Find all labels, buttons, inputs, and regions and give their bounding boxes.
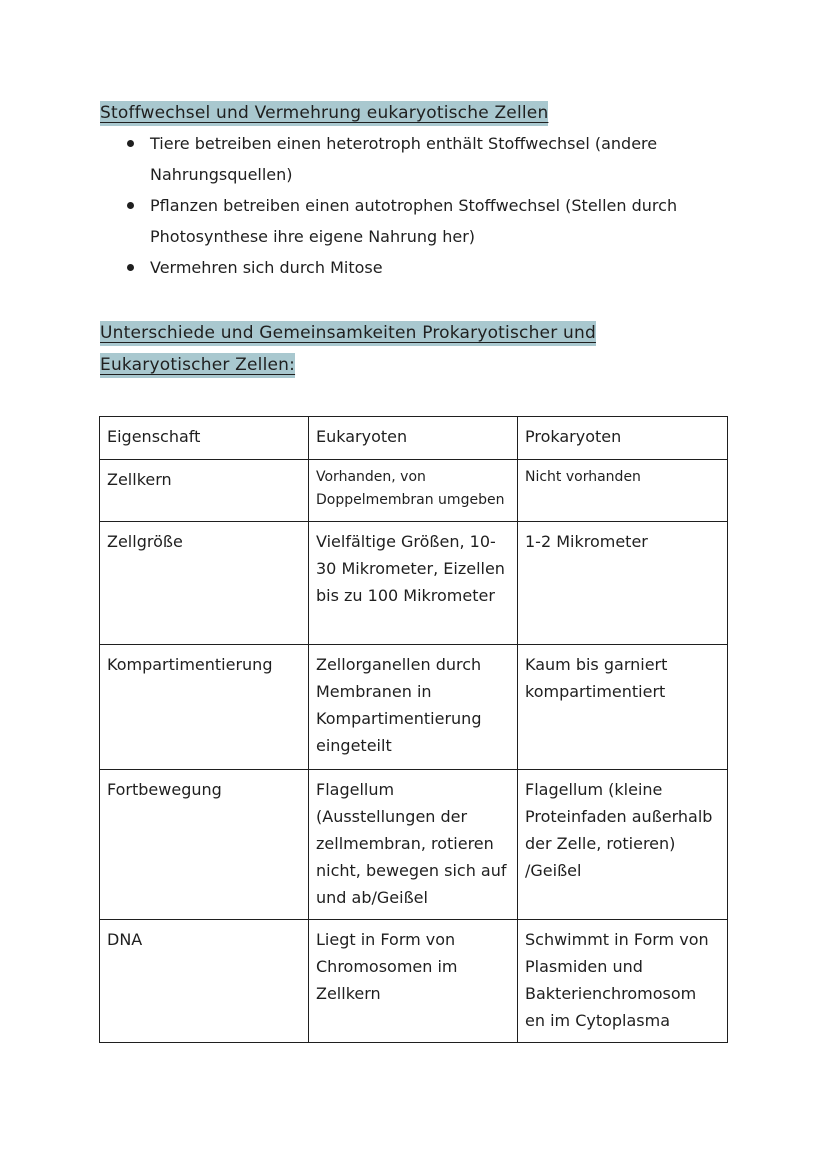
table-cell: Kompartimentierung: [100, 645, 309, 770]
section-heading-metabolism: [100, 97, 548, 129]
table-cell: Flagellum (kleine Proteinfaden außerhalb der Zelle, rotieren) /Geißel: [518, 770, 728, 920]
list-item-text: Pflanzen betreiben einen autotrophen Stoffwechsel (Stellen durch Photosynthese ihre eigene Nahrung her): [150, 196, 678, 246]
table-cell: Zellorganellen durch Membranen in Kompartimentierung eingeteilt: [309, 645, 518, 770]
bullet-icon: [127, 264, 134, 271]
comparison-table: [99, 416, 728, 1043]
table-row: [100, 522, 728, 645]
bullet-icon: [127, 202, 134, 209]
table-cell: Vielfältige Größen, 10-30 Mikrometer, Eizellen bis zu 100 Mikrometer: [309, 522, 518, 645]
bullet-list: [124, 128, 724, 283]
table-cell: Nicht vorhanden: [518, 460, 728, 522]
table-cell: Zellkern: [100, 460, 309, 522]
table-cell: DNA: [100, 920, 309, 1043]
table-cell: Schwimmt in Form von Plasmiden und Bakterienchromosom en im Cytoplasma: [518, 920, 728, 1043]
table-row: [100, 645, 728, 770]
header-cell: Eukaryoten: [309, 417, 518, 460]
table-cell: Kaum bis garniert kompartimentiert: [518, 645, 728, 770]
heading-text: Stoffwechsel und Vermehrung eukaryotische Zellen: [100, 101, 548, 126]
table-cell: Zellgröße: [100, 522, 309, 645]
header-cell: Prokaryoten: [518, 417, 728, 460]
list-item: [124, 252, 724, 283]
table-cell: Fortbewegung: [100, 770, 309, 920]
section-heading-comparison: [100, 317, 720, 381]
list-item: [124, 190, 724, 252]
list-item: [124, 128, 724, 190]
list-item-text: Tiere betreiben einen heterotroph enthält Stoffwechsel (andere Nahrungsquellen): [150, 134, 658, 184]
header-cell: Eigenschaft: [100, 417, 309, 460]
table-header-row: [100, 417, 728, 460]
table-row: [100, 920, 728, 1043]
bullet-icon: [127, 140, 134, 147]
list-item-text: Vermehren sich durch Mitose: [150, 258, 383, 277]
table-cell: 1-2 Mikrometer: [518, 522, 728, 645]
heading-text: Unterschiede und Gemeinsamkeiten Prokaryotischer und Eukaryotischer Zellen:: [100, 321, 596, 378]
table-row: [100, 460, 728, 522]
table-row: [100, 770, 728, 920]
table-cell: Flagellum (Ausstellungen der zellmembran, rotieren nicht, bewegen sich auf und ab/Geißel: [309, 770, 518, 920]
table-cell: Liegt in Form von Chromosomen im Zellkern: [309, 920, 518, 1043]
table-cell: Vorhanden, von Doppelmembran umgeben: [309, 460, 518, 522]
